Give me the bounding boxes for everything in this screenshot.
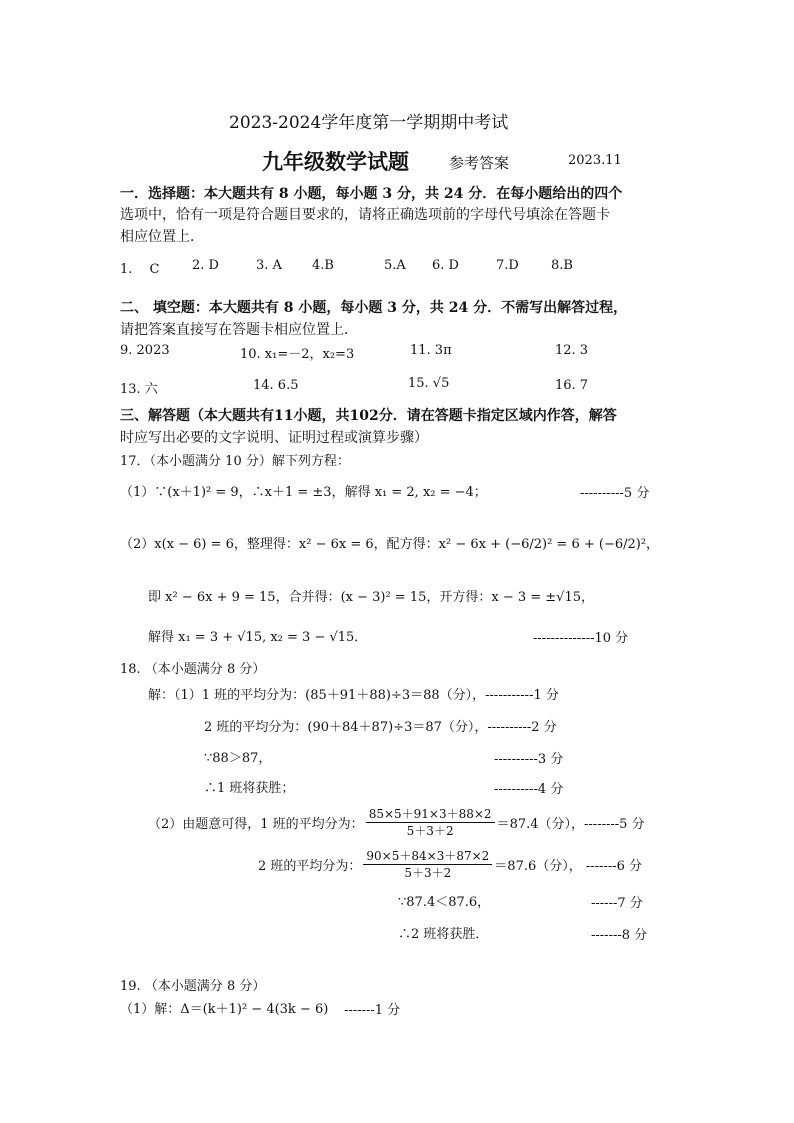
mc-answer-4: 4.B [312,258,334,273]
section1-line3: 相应位置上． [120,229,204,245]
subject-title: 九年级数学试题 [262,149,409,174]
q17-title: 17．（本小题满分 10 分）解下列方程： [120,454,350,469]
answer-key-label: 参考答案 [449,154,510,172]
q17-part2-step2: 即 x² − 6x + 9 = 15，合并得：(x − 3)² = 15，开方得：x − 3 = ±√15， [148,590,595,605]
mc-answer-1: 1. C [120,262,160,277]
q18-line7-score: ------7 分 [591,896,643,911]
q18-line6-suffix: ＝87.6（分）， -------6 分 [494,859,643,874]
q19-line1-score: -------1 分 [344,1003,401,1018]
mc-answer-5: 5.A [384,258,406,273]
q18-line5-fraction [366,806,495,839]
exam-date: 2023.11 [568,153,622,168]
q18-line5-prefix: （2）由题意可得，1 班的平均分为： [148,817,364,832]
section3-line2: 时应写出必要的文字说明、证明过程或演算步骤） [120,430,428,446]
fill-answer-13: 13. 六 [120,382,158,397]
exam-title: 2023-2024学年度第一学期期中考试 [229,113,509,133]
q18-title: 18. （本小题满分 8 分） [120,662,266,677]
q19-line1: （1）解：Δ＝(k＋1)² − 4(3k − 6) [120,1002,329,1017]
q18-line6-prefix: 2 班的平均分为： [258,859,362,874]
section2-line2: 请把答案直接写在答题卡相应位置上． [120,322,358,338]
fill-answer-10: 10. x₁=－2，x₂=3 [240,347,355,362]
fill-answer-12: 12. 3 [555,343,589,358]
mc-answer-6: 6. D [432,258,459,273]
q18-line5-numerator: 85×5＋91×3＋88×2 [366,806,495,823]
mc-answer-3: 3. A [256,258,282,273]
fill-answer-11: 11. 3π [410,343,452,358]
q19-title: 19. （本小题满分 8 分） [120,979,266,994]
q18-line5-denominator: 5＋3＋2 [406,824,454,838]
fill-answer-14: 14. 6.5 [253,378,299,393]
q18-line4-score: ----------4 分 [494,782,564,797]
q17-part1-score: ----------5 分 [580,486,650,501]
q18-line3: ∵88＞87， [204,751,272,766]
mc-answer-8: 8.B [551,258,573,273]
q18-line7: ∵87.4＜87.6， [398,895,491,910]
q17-part2-score: --------------10 分 [533,631,629,646]
q17-part1: （1）∵(x＋1)² = 9，∴x＋1 = ±3，解得 x₁ = 2, x₂ = −4； [120,485,487,500]
mc-answer-7: 7.D [496,258,519,273]
section3-heading: 三、解答题（本大题共有11小题，共102分．请在答题卡指定区域内作答，解答 [120,408,617,424]
fill-answer-15: 15. √5 [408,376,450,391]
q18-line6-fraction [363,848,492,881]
q17-part2: （2）x(x − 6) = 6，整理得：x² − 6x = 6，配方得：x² − 6x + (−6/2)² = 6 + (−6/2)²， [120,537,660,552]
q18-line8: ∴2 班将获胜． [398,927,489,942]
q18-line5-suffix: ＝87.4（分），--------5 分 [496,817,645,832]
section1-heading: 一．选择题：本大题共有 8 小题，每小题 3 分，共 24 分．在每小题给出的四个 [120,186,623,202]
section2-heading: 二、 填空题：本大题共有 8 小题，每小题 3 分，共 24 分．不需写出解答过程， [120,300,628,316]
q18-line2: 2 班的平均分为：(90＋84＋87)÷3＝87（分），----------2 分 [204,720,557,735]
fill-answer-16: 16. 7 [555,378,589,393]
q17-part2-result: 解得 x₁ = 3 + √15, x₂ = 3 − √15． [148,630,368,645]
q18-line3-score: ----------3 分 [494,752,564,767]
q18-line4: ∴1 班将获胜； [204,781,295,796]
fill-answer-9: 9. 2023 [120,343,170,358]
q18-line6-denominator: 5＋3＋2 [404,866,452,880]
q18-line5 [148,806,645,839]
q18-line8-score: -------8 分 [591,928,648,943]
mc-answer-2: 2. D [192,258,219,273]
q18-line6-numerator: 90×5＋84×3＋87×2 [363,848,492,865]
q18-line6 [258,848,642,881]
section1-line2: 选项中，恰有一项是符合题目要求的，请将正确选项前的字母代号填涂在答题卡 [120,207,610,223]
q18-line1: 解：（1）1 班的平均分为：(85＋91＋88)÷3＝88（分），-----------1 分 [148,688,559,703]
